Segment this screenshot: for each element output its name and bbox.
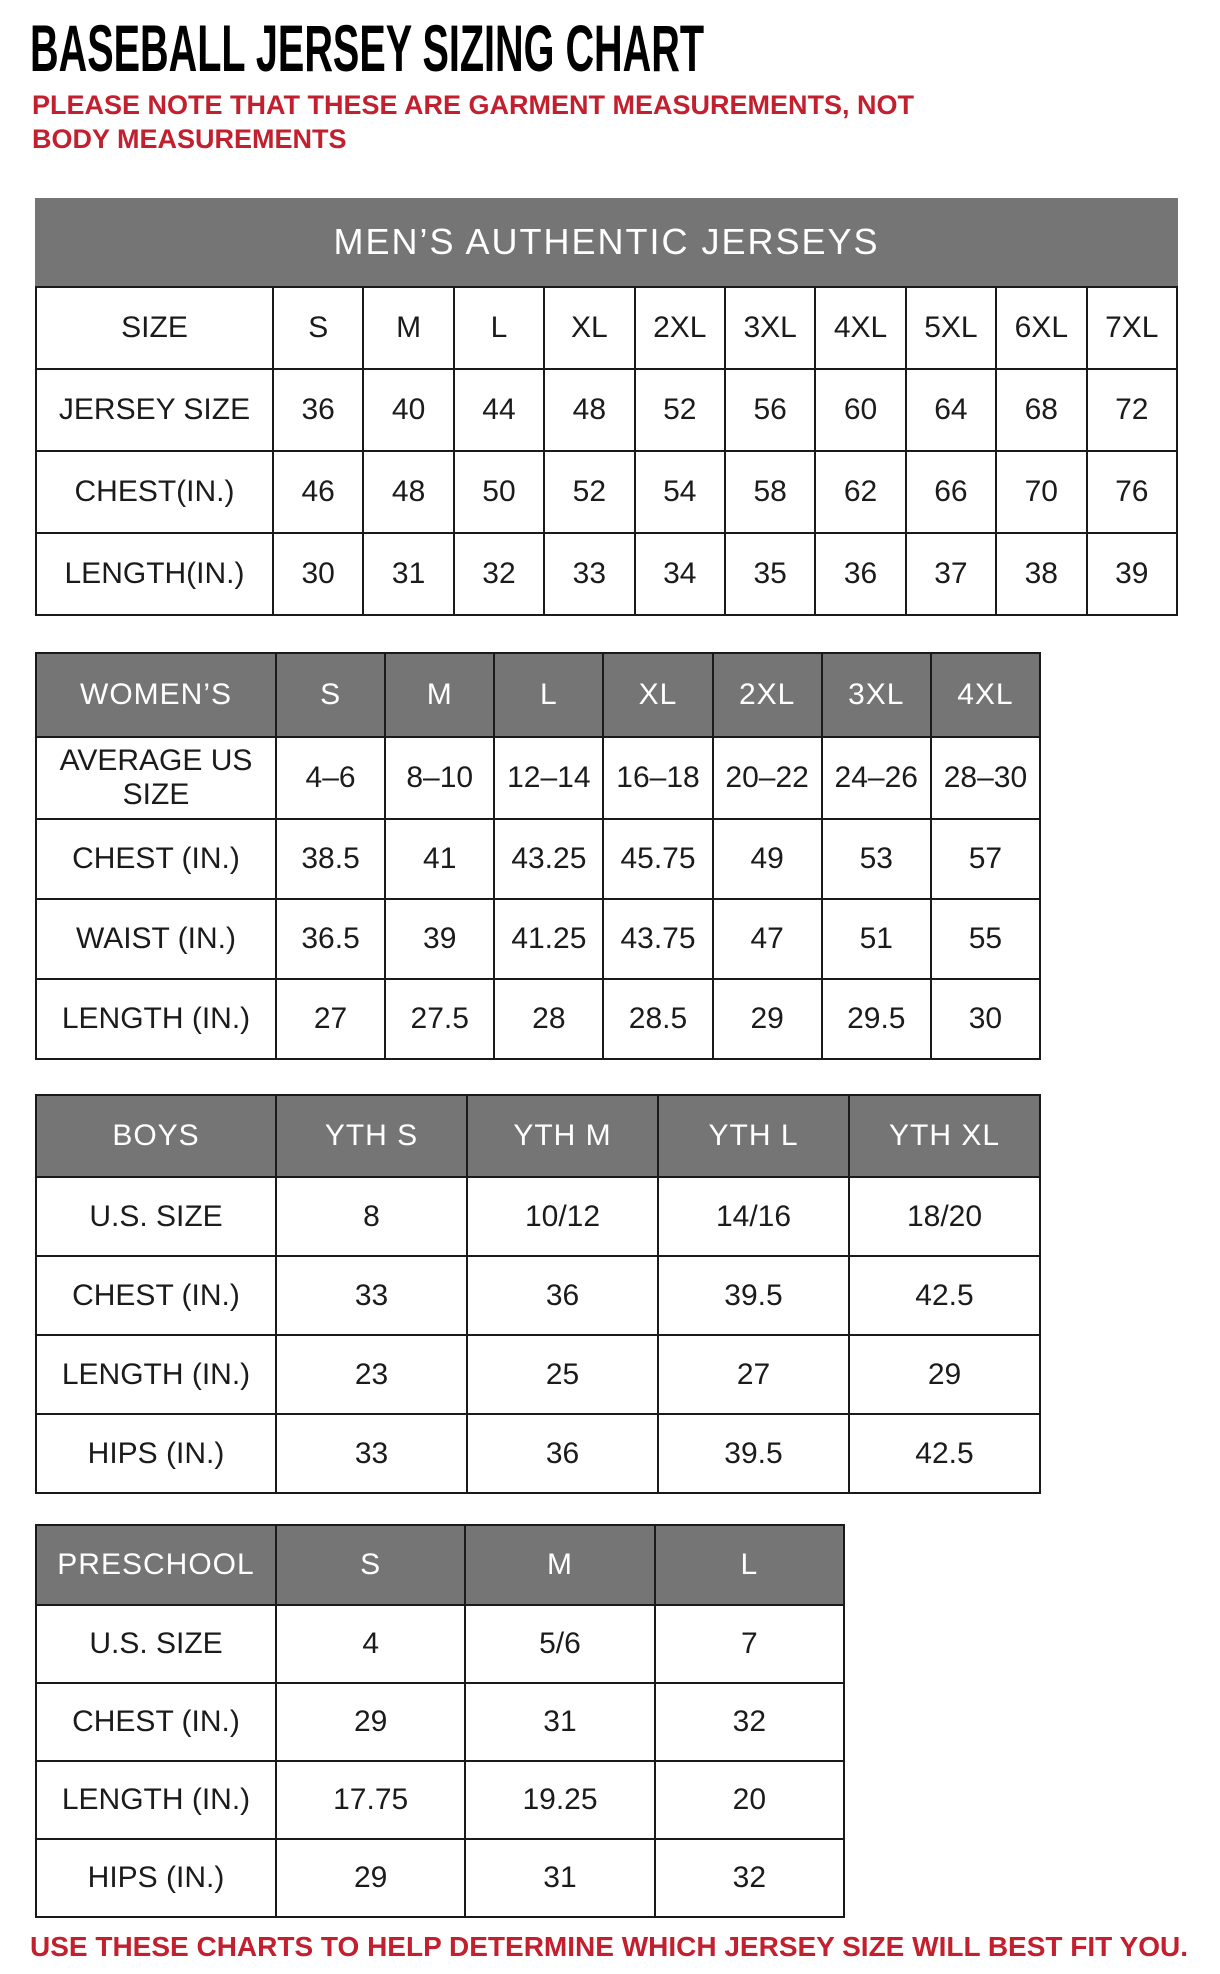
measurement-cell: 14/16 <box>658 1177 849 1256</box>
row-label: CHEST(IN.) <box>36 451 273 533</box>
preschool-sizing-table <box>35 1524 845 1918</box>
table-row <box>36 899 1040 979</box>
measurement-cell: 46 <box>273 451 363 533</box>
measurement-cell: 28.5 <box>603 979 712 1059</box>
measurement-cell: 39 <box>385 899 494 979</box>
mens-table-banner: MEN’S AUTHENTIC JERSEYS <box>35 198 1178 286</box>
measurement-cell: 8 <box>276 1177 467 1256</box>
measurement-cell: 39.5 <box>658 1256 849 1335</box>
measurement-cell: 33 <box>276 1256 467 1335</box>
measurement-cell: 7XL <box>1087 287 1177 369</box>
measurement-cell: 18/20 <box>849 1177 1040 1256</box>
measurement-cell: 39.5 <box>658 1414 849 1493</box>
measurement-cell: 47 <box>713 899 822 979</box>
table-row <box>36 737 1040 819</box>
row-label: CHEST (IN.) <box>36 1683 276 1761</box>
measurement-cell: 29.5 <box>822 979 931 1059</box>
size-column-header: YTH XL <box>849 1095 1040 1177</box>
measurement-cell: 36 <box>467 1256 658 1335</box>
table-row <box>36 533 1177 615</box>
measurement-cell: 20–22 <box>713 737 822 819</box>
row-label: HIPS (IN.) <box>36 1839 276 1917</box>
size-column-header: M <box>385 653 494 737</box>
measurement-cell: 4–6 <box>276 737 385 819</box>
table-category-label: WOMEN’S <box>36 653 276 737</box>
measurement-cell: 58 <box>725 451 815 533</box>
measurement-cell: 55 <box>931 899 1040 979</box>
measurement-cell: 50 <box>454 451 544 533</box>
table-row <box>36 1761 844 1839</box>
measurement-cell: S <box>273 287 363 369</box>
size-column-header: XL <box>603 653 712 737</box>
measurement-cell: 12–14 <box>494 737 603 819</box>
measurement-cell: 70 <box>996 451 1086 533</box>
row-label: LENGTH (IN.) <box>36 1761 276 1839</box>
measurement-cell: 36 <box>273 369 363 451</box>
mens-sizing-table <box>35 286 1178 616</box>
measurement-cell: 54 <box>635 451 725 533</box>
measurement-cell: 20 <box>655 1761 844 1839</box>
measurement-cell: 53 <box>822 819 931 899</box>
measurement-cell: 32 <box>454 533 544 615</box>
measurement-cell: 38 <box>996 533 1086 615</box>
boys-sizing-table <box>35 1094 1041 1494</box>
measurement-cell: 8–10 <box>385 737 494 819</box>
row-label: SIZE <box>36 287 273 369</box>
row-label: LENGTH (IN.) <box>36 1335 276 1414</box>
measurement-cell: 37 <box>906 533 996 615</box>
measurement-cell: 52 <box>544 451 634 533</box>
measurement-cell: L <box>454 287 544 369</box>
measurement-cell: 16–18 <box>603 737 712 819</box>
size-column-header: 2XL <box>713 653 822 737</box>
row-label: CHEST (IN.) <box>36 1256 276 1335</box>
size-column-header: S <box>276 653 385 737</box>
table-row <box>36 819 1040 899</box>
table-row <box>36 369 1177 451</box>
measurement-cell: 30 <box>931 979 1040 1059</box>
row-label: AVERAGE US SIZE <box>36 737 276 819</box>
measurement-cell: 43.25 <box>494 819 603 899</box>
page-title: BASEBALL JERSEY SIZING CHART <box>30 11 705 85</box>
size-column-header: M <box>465 1525 654 1605</box>
measurement-cell: 28 <box>494 979 603 1059</box>
measurement-cell: 51 <box>822 899 931 979</box>
measurement-cell: 45.75 <box>603 819 712 899</box>
table-row <box>36 1605 844 1683</box>
measurement-cell: 4 <box>276 1605 465 1683</box>
table-row <box>36 1839 844 1917</box>
table-category-label: PRESCHOOL <box>36 1525 276 1605</box>
measurement-cell: 42.5 <box>849 1414 1040 1493</box>
measurement-cell: 35 <box>725 533 815 615</box>
measurement-cell: 5/6 <box>465 1605 654 1683</box>
table-row <box>36 1683 844 1761</box>
measurement-cell: 4XL <box>815 287 905 369</box>
measurement-cell: 56 <box>725 369 815 451</box>
size-header-row <box>36 653 1040 737</box>
measurement-cell: 72 <box>1087 369 1177 451</box>
measurement-note: PLEASE NOTE THAT THESE ARE GARMENT MEASUREMENTS, NOT BODY MEASUREMENTS <box>32 90 915 154</box>
measurement-cell: 33 <box>544 533 634 615</box>
measurement-cell: 29 <box>713 979 822 1059</box>
measurement-cell: 41 <box>385 819 494 899</box>
footer-note: USE THESE CHARTS TO HELP DETERMINE WHICH JERSEY SIZE WILL BEST FIT YOU. <box>30 1931 1188 1962</box>
measurement-cell: 39 <box>1087 533 1177 615</box>
womens-sizing-table <box>35 652 1041 1060</box>
row-label: U.S. SIZE <box>36 1177 276 1256</box>
measurement-cell: 3XL <box>725 287 815 369</box>
measurement-cell: 29 <box>849 1335 1040 1414</box>
measurement-cell: 36.5 <box>276 899 385 979</box>
row-label: CHEST (IN.) <box>36 819 276 899</box>
measurement-cell: 31 <box>465 1683 654 1761</box>
measurement-cell: 76 <box>1087 451 1177 533</box>
measurement-cell: 29 <box>276 1683 465 1761</box>
measurement-cell: 24–26 <box>822 737 931 819</box>
size-column-header: S <box>276 1525 465 1605</box>
row-label: LENGTH (IN.) <box>36 979 276 1059</box>
row-label: HIPS (IN.) <box>36 1414 276 1493</box>
table-row <box>36 287 1177 369</box>
measurement-cell: 40 <box>363 369 453 451</box>
measurement-cell: 36 <box>467 1414 658 1493</box>
row-label: LENGTH(IN.) <box>36 533 273 615</box>
measurement-cell: 38.5 <box>276 819 385 899</box>
size-column-header: 4XL <box>931 653 1040 737</box>
measurement-cell: 36 <box>815 533 905 615</box>
measurement-cell: 48 <box>363 451 453 533</box>
size-header-row <box>36 1525 844 1605</box>
measurement-cell: 19.25 <box>465 1761 654 1839</box>
size-column-header: YTH L <box>658 1095 849 1177</box>
size-column-header: YTH M <box>467 1095 658 1177</box>
measurement-cell: 31 <box>363 533 453 615</box>
row-label: JERSEY SIZE <box>36 369 273 451</box>
measurement-cell: 31 <box>465 1839 654 1917</box>
size-header-row <box>36 1095 1040 1177</box>
measurement-cell: 68 <box>996 369 1086 451</box>
measurement-cell: 41.25 <box>494 899 603 979</box>
measurement-cell: 66 <box>906 451 996 533</box>
row-label: U.S. SIZE <box>36 1605 276 1683</box>
measurement-cell: 2XL <box>635 287 725 369</box>
measurement-cell: 49 <box>713 819 822 899</box>
size-column-header: L <box>494 653 603 737</box>
measurement-cell: 6XL <box>996 287 1086 369</box>
table-row <box>36 1414 1040 1493</box>
measurement-cell: 29 <box>276 1839 465 1917</box>
measurement-cell: 10/12 <box>467 1177 658 1256</box>
measurement-cell: 27 <box>276 979 385 1059</box>
measurement-cell: 60 <box>815 369 905 451</box>
measurement-cell: M <box>363 287 453 369</box>
measurement-cell: 64 <box>906 369 996 451</box>
measurement-cell: 43.75 <box>603 899 712 979</box>
table-row <box>36 451 1177 533</box>
measurement-cell: XL <box>544 287 634 369</box>
table-row <box>36 1256 1040 1335</box>
measurement-cell: 57 <box>931 819 1040 899</box>
measurement-cell: 27.5 <box>385 979 494 1059</box>
measurement-cell: 44 <box>454 369 544 451</box>
measurement-cell: 27 <box>658 1335 849 1414</box>
table-category-label: BOYS <box>36 1095 276 1177</box>
size-column-header: YTH S <box>276 1095 467 1177</box>
measurement-cell: 5XL <box>906 287 996 369</box>
measurement-cell: 32 <box>655 1839 844 1917</box>
measurement-cell: 25 <box>467 1335 658 1414</box>
size-column-header: 3XL <box>822 653 931 737</box>
measurement-cell: 30 <box>273 533 363 615</box>
measurement-cell: 7 <box>655 1605 844 1683</box>
measurement-cell: 23 <box>276 1335 467 1414</box>
row-label: WAIST (IN.) <box>36 899 276 979</box>
measurement-cell: 17.75 <box>276 1761 465 1839</box>
measurement-cell: 32 <box>655 1683 844 1761</box>
measurement-cell: 33 <box>276 1414 467 1493</box>
table-row <box>36 1177 1040 1256</box>
table-row <box>36 1335 1040 1414</box>
measurement-cell: 34 <box>635 533 725 615</box>
measurement-cell: 62 <box>815 451 905 533</box>
measurement-cell: 42.5 <box>849 1256 1040 1335</box>
measurement-cell: 48 <box>544 369 634 451</box>
table-row <box>36 979 1040 1059</box>
size-column-header: L <box>655 1525 844 1605</box>
measurement-cell: 28–30 <box>931 737 1040 819</box>
measurement-cell: 52 <box>635 369 725 451</box>
